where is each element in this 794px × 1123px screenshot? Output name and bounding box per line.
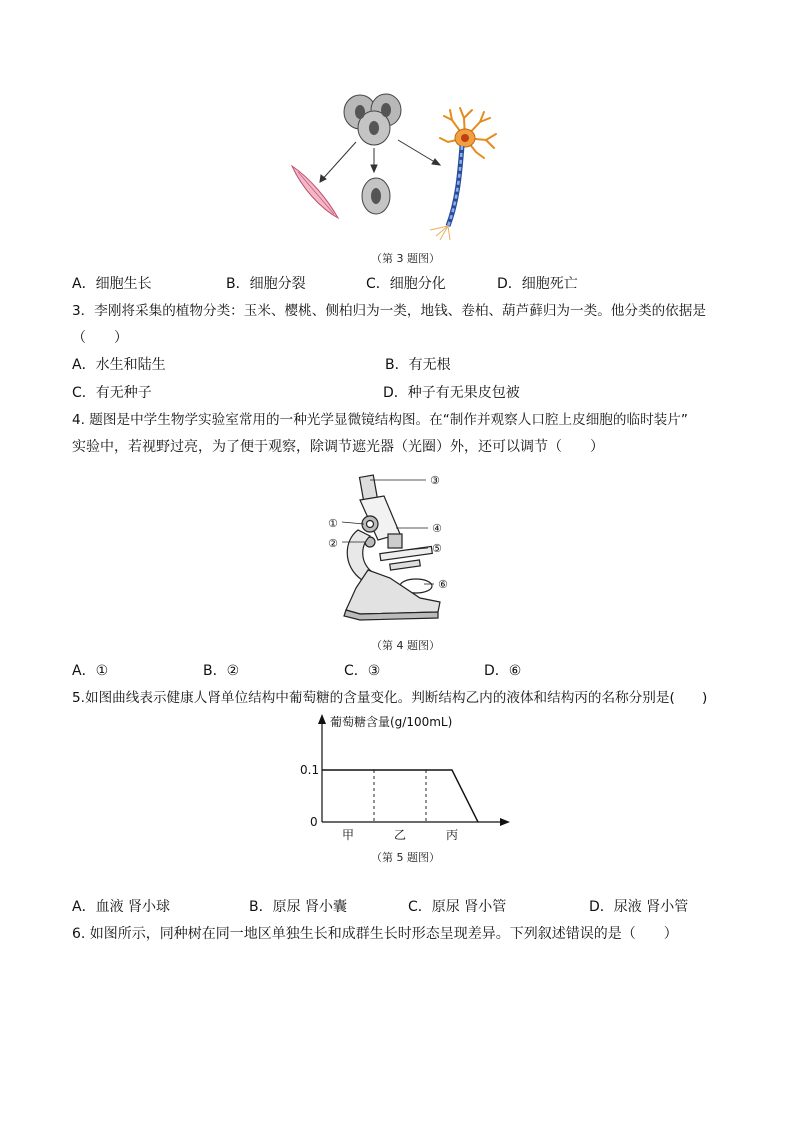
figure-caption: （第 5 题图）	[371, 851, 440, 864]
answer-option-d: D．细胞死亡	[497, 276, 578, 292]
part-label: ⑥	[438, 578, 448, 591]
part-label: ④	[432, 522, 442, 535]
answer-option-b: B．有无根	[385, 357, 451, 373]
question-stem: 实验中，若视野过亮，为了便于观察，除调节遮光器（光圈）外，还可以调节（ ）	[72, 439, 604, 455]
answer-option-a: A．血液 肾小球	[72, 899, 171, 915]
question-stem: 5.如图曲线表示健康人肾单位结构中葡萄糖的含量变化。判断结构乙内的液体和结构丙的名称分别是( )	[72, 690, 708, 706]
y-tick-label: 0.1	[300, 763, 320, 777]
answer-option-b: B．原尿 肾小囊	[249, 899, 348, 915]
round-cell	[362, 178, 390, 214]
glucose-line	[322, 770, 478, 822]
question-blank: （ ）	[72, 330, 128, 346]
question-stem: 3．李刚将采集的植物分类：玉米、樱桃、侧柏归为一类，地钱、卷柏、葫芦藓归为一类。他分类的依据是	[72, 303, 706, 319]
answer-option-a: A．①	[72, 663, 109, 679]
y-tick-label: 0	[310, 815, 318, 829]
figure-caption: （第 4 题图）	[371, 639, 440, 652]
part-label: ②	[328, 537, 338, 550]
cell-differentiation-figure	[280, 90, 520, 250]
muscle-cell	[292, 166, 338, 218]
answer-option-a: A．水生和陆生	[72, 357, 166, 373]
microscope-figure	[320, 470, 470, 630]
x-category-label: 乙	[393, 828, 407, 842]
cell-cluster	[344, 94, 401, 145]
answer-option-b: B．细胞分裂	[226, 276, 306, 292]
answer-option-c: C．③	[344, 663, 381, 679]
neuron-cell	[430, 108, 496, 240]
answer-option-d: D．尿液 肾小管	[589, 899, 689, 915]
part-label: ③	[430, 474, 440, 487]
x-category-label: 丙	[445, 828, 459, 842]
answer-option-c: C．有无种子	[72, 385, 152, 401]
answer-option-c: C．细胞分化	[366, 276, 446, 292]
y-axis-label: 葡萄糖含量(g/100mL)	[330, 715, 453, 729]
glucose-chart	[296, 712, 516, 847]
answer-option-a: A．细胞生长	[72, 276, 152, 292]
part-label: ①	[328, 517, 338, 530]
question-stem: 6. 如图所示，同种树在同一地区单独生长和成群生长时形态呈现差异。下列叙述错误的是（ ）	[72, 926, 678, 942]
question-stem: 4. 题图是中学生物学实验室常用的一种光学显微镜结构图。在“制作并观察人口腔上皮细胞的临时装片”	[72, 412, 688, 428]
figure-caption: （第 3 题图）	[371, 252, 440, 265]
answer-option-b: B．②	[203, 663, 240, 679]
x-category-label: 甲	[341, 828, 355, 842]
answer-option-d: D．⑥	[484, 663, 522, 679]
answer-option-d: D．种子有无果皮包被	[383, 385, 520, 401]
part-label: ⑤	[432, 542, 442, 555]
answer-option-c: C．原尿 肾小管	[408, 899, 507, 915]
